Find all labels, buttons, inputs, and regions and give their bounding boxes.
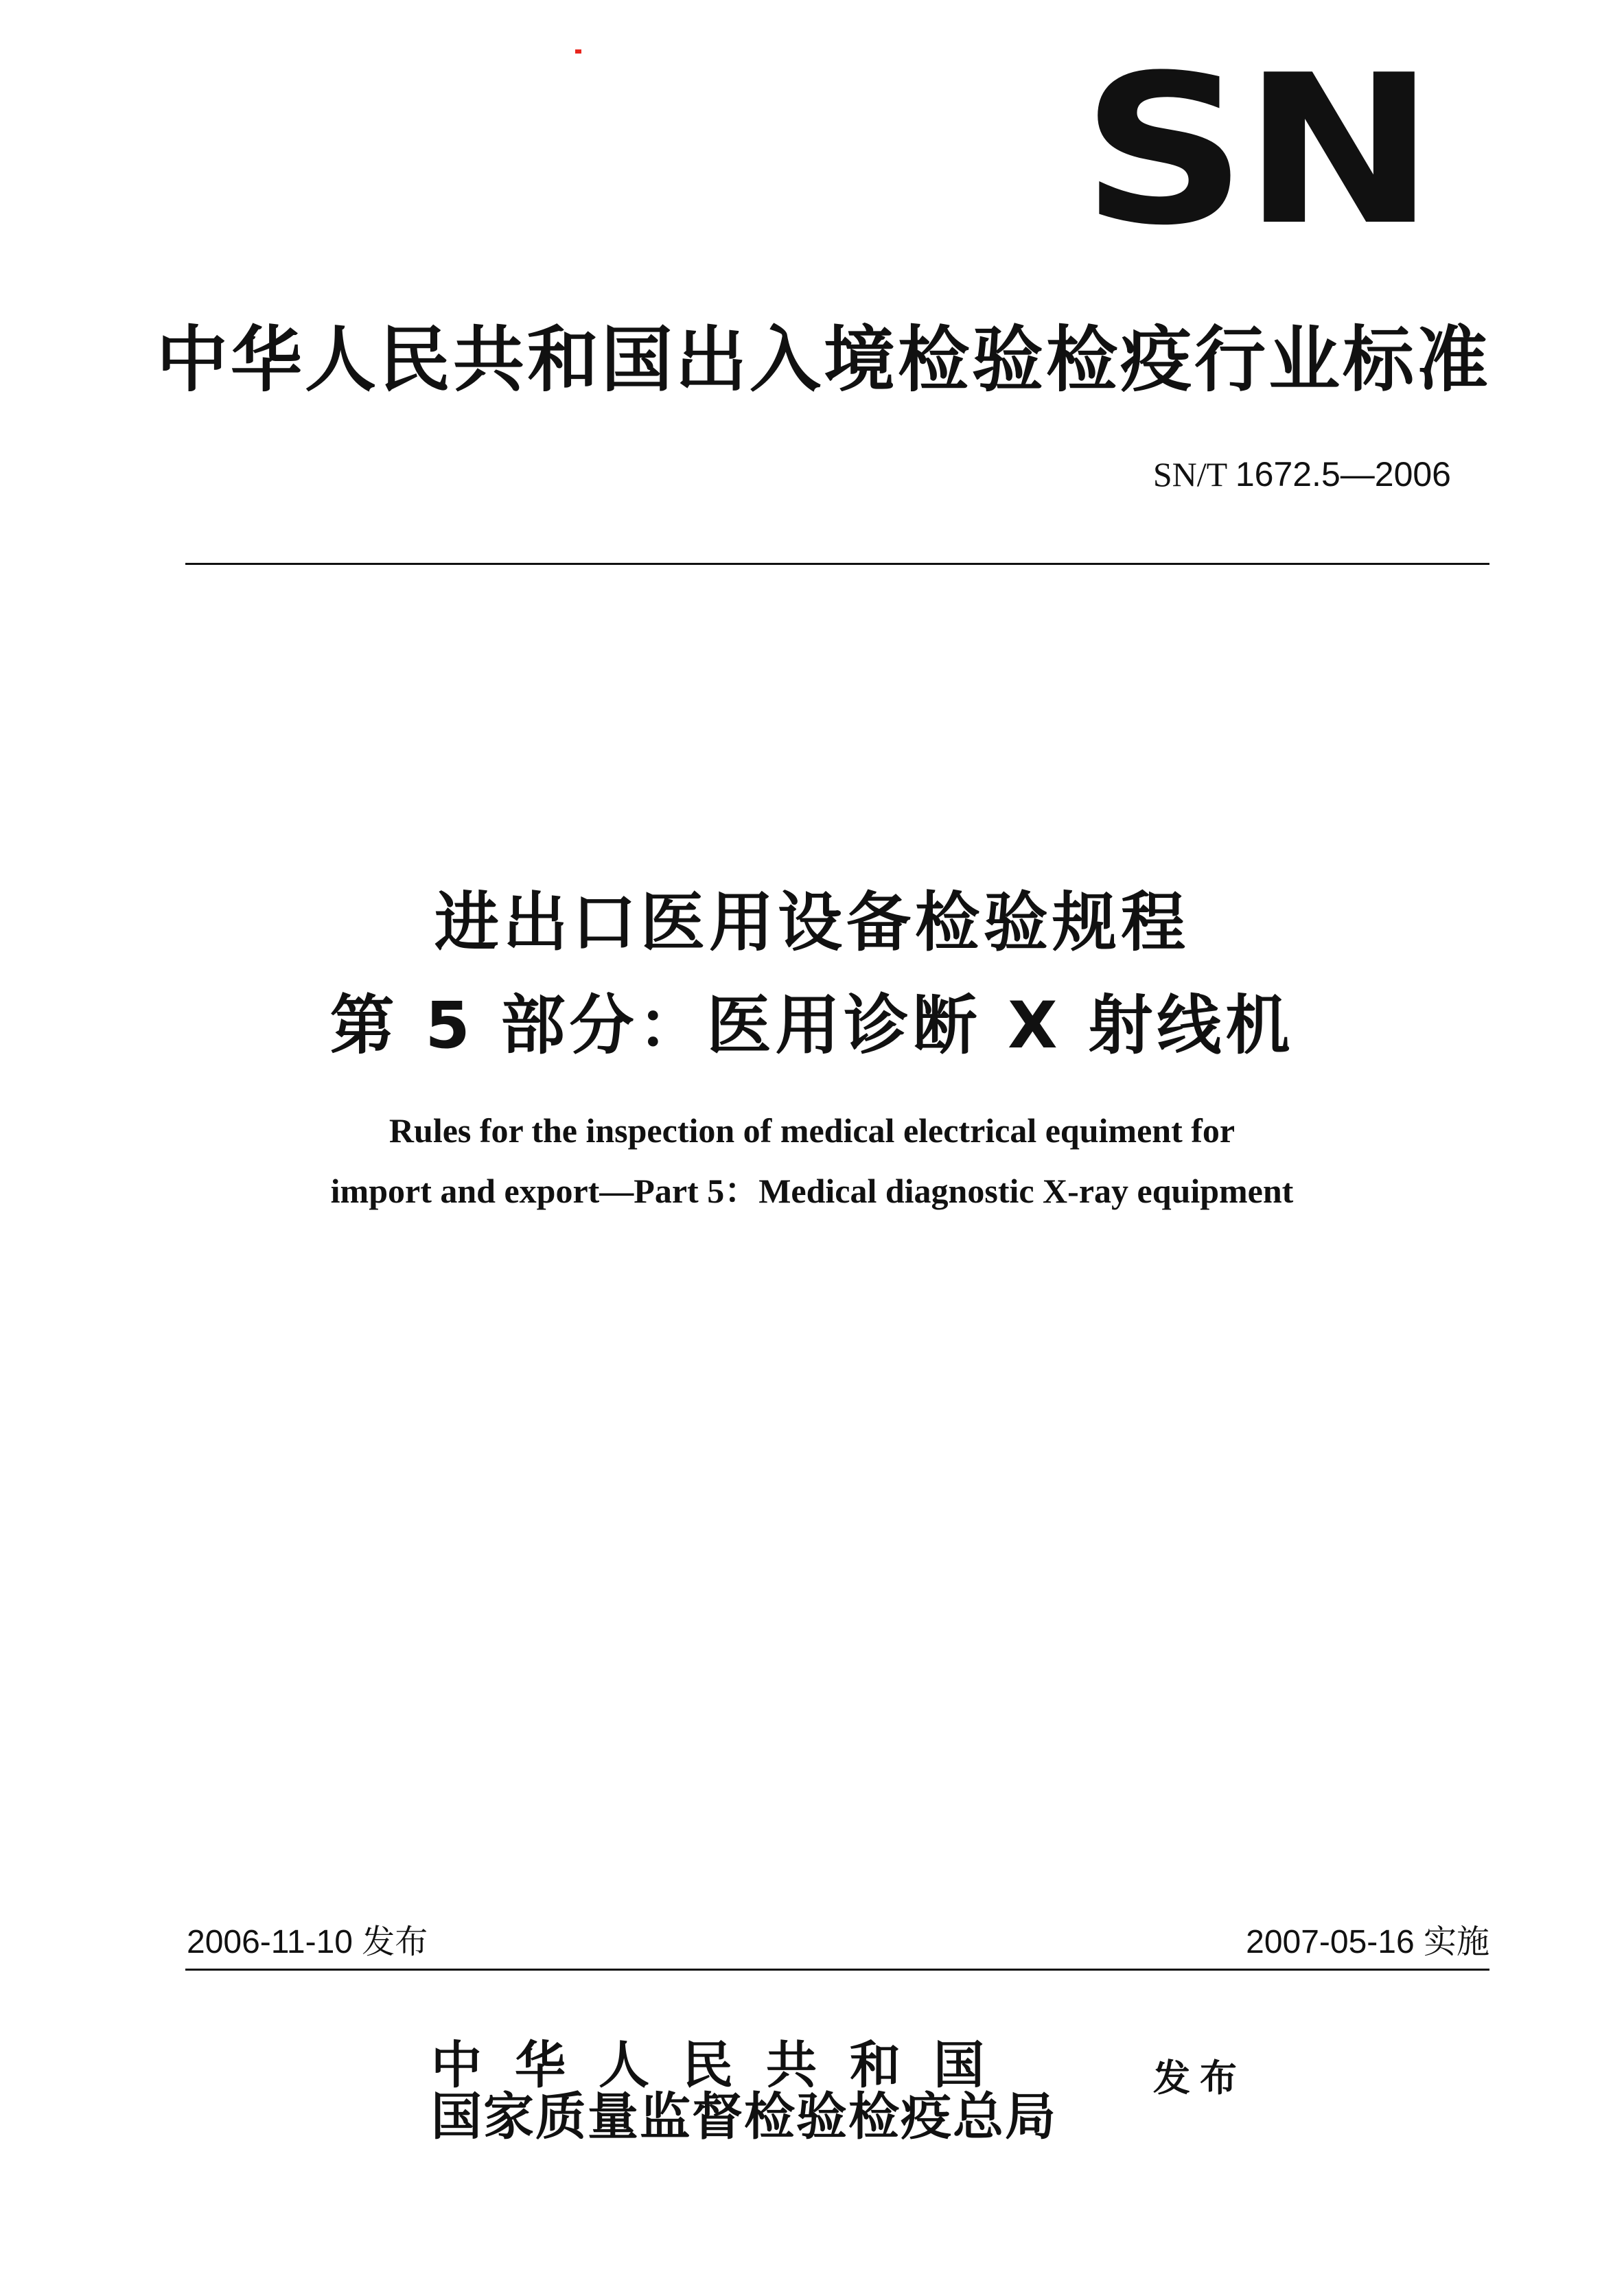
title-cn-line1: 进出口医用设备检验规程 [434,885,1190,960]
implementation-date: 2007-05-16 实施 [1246,1924,1489,1960]
top-divider [185,563,1489,565]
sn-logo: SN [1081,31,1431,270]
title-en-line2: import and export—Part 5：Medical diagnostic X-ray equipment [330,1172,1294,1210]
red-mark [575,49,581,54]
issuer-line2: 国家质量监督检验检疫总局 [431,2087,1057,2146]
issue-date: 2006-11-10 发布 [187,1924,428,1960]
standard-type-heading: 中华人民共和国出入境检验检疫行业标准 [156,318,1491,402]
title-en-line1: Rules for the inspection of medical electrical equiment for [388,1111,1236,1150]
issuer-action: 发布 [1153,2056,1246,2100]
code-number: 1672.5—2006 [1235,455,1451,494]
bottom-divider [185,1969,1489,1971]
title-cn-line2: 第 5 部分：医用诊断 X 射线机 [329,988,1295,1063]
issuer-line1: 中华人民共和国 [431,2036,1017,2095]
code-prefix: SN/T [1152,455,1227,494]
standard-code [1153,454,1451,494]
